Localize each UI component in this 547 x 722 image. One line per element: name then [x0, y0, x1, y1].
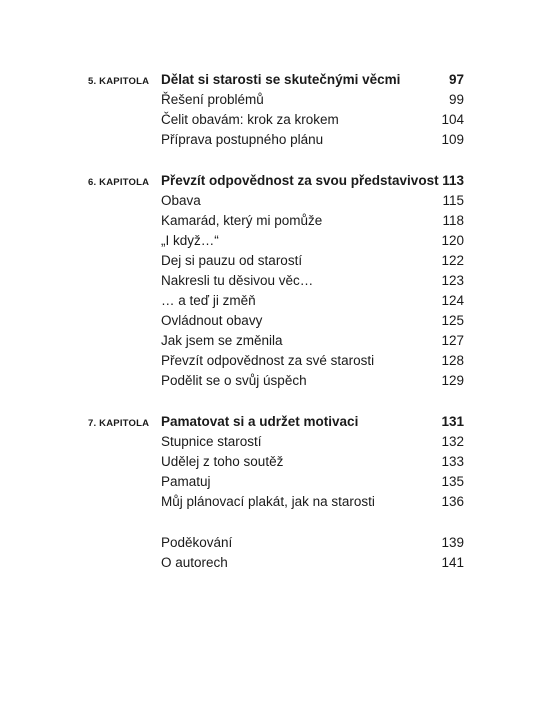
entry-page: 141 [441, 555, 464, 570]
entry-page: 133 [441, 454, 464, 469]
toc-entry [0, 373, 547, 393]
entry-page: 122 [441, 253, 464, 268]
entry-page: 139 [441, 535, 464, 550]
chapter-heading [0, 72, 547, 92]
entry-page: 136 [441, 494, 464, 509]
toc-entry [0, 555, 547, 575]
chapter-label: 7. KAPITOLA [88, 418, 150, 429]
entry-title: Podělit se o svůj úspěch [161, 373, 307, 388]
chapter-page: 131 [441, 414, 464, 429]
entry-page: 124 [441, 293, 464, 308]
entry-title: Dej si pauzu od starostí [161, 253, 303, 268]
entry-title: Řešení problémů [161, 92, 264, 107]
toc-entry [0, 353, 547, 373]
entry-title: Ovládnout obavy [161, 313, 263, 328]
entry-page: 125 [441, 313, 464, 328]
chapter-heading [0, 173, 547, 193]
toc-entry [0, 313, 547, 333]
toc-entry [0, 92, 547, 112]
entry-title: „I když…“ [161, 233, 219, 248]
toc-entry [0, 132, 547, 152]
entry-page: 99 [448, 92, 464, 107]
entry-page: 135 [441, 474, 464, 489]
entry-title: Udělej z toho soutěž [161, 454, 284, 469]
entry-page: 127 [441, 333, 464, 348]
chapter-heading [0, 414, 547, 434]
toc-entry [0, 494, 547, 514]
entry-title: Nakresli tu děsivou věc… [161, 273, 314, 288]
entry-title: Kamarád, který mi pomůže [161, 213, 323, 228]
chapter-page: 113 [442, 173, 464, 188]
entry-title: Obava [161, 193, 201, 208]
entry-title: Můj plánovací plakát, jak na starosti [161, 494, 375, 509]
toc-entry [0, 474, 547, 494]
chapter-label: 5. KAPITOLA [88, 76, 150, 87]
entry-page: 118 [442, 213, 464, 228]
entry-title: O autorech [161, 555, 228, 570]
chapter-title: Pamatovat si a udržet motivaci [161, 414, 359, 429]
toc-entry [0, 273, 547, 293]
toc-entry [0, 434, 547, 454]
toc-entry [0, 535, 547, 555]
entry-page: 115 [442, 193, 464, 208]
entry-page: 109 [441, 132, 464, 147]
entry-title: Převzít odpovědnost za své starosti [161, 353, 375, 368]
entry-page: 128 [441, 353, 464, 368]
chapter-title: Převzít odpovědnost za svou představivost [161, 173, 439, 188]
toc-entry [0, 293, 547, 313]
chapter-title: Dělat si starosti se skutečnými věcmi [161, 72, 401, 87]
chapter-label: 6. KAPITOLA [88, 177, 150, 188]
toc-entry [0, 454, 547, 474]
entry-title: Jak jsem se změnila [161, 333, 283, 348]
entry-page: 120 [441, 233, 464, 248]
toc-entry [0, 193, 547, 213]
chapter-page: 97 [448, 72, 464, 87]
entry-title: Pamatuj [161, 474, 211, 489]
entry-page: 123 [441, 273, 464, 288]
toc-entry [0, 233, 547, 253]
toc-entry [0, 333, 547, 353]
entry-title: Čelit obavám: krok za krokem [161, 112, 339, 127]
toc-entry [0, 253, 547, 273]
toc-entry [0, 213, 547, 233]
entry-title: Poděkování [161, 535, 233, 550]
entry-title: Příprava postupného plánu [161, 132, 324, 147]
entry-title: … a teď ji změň [161, 293, 256, 308]
toc-entry [0, 112, 547, 132]
entry-page: 132 [441, 434, 464, 449]
entry-title: Stupnice starostí [161, 434, 262, 449]
entry-page: 129 [441, 373, 464, 388]
entry-page: 104 [441, 112, 464, 127]
